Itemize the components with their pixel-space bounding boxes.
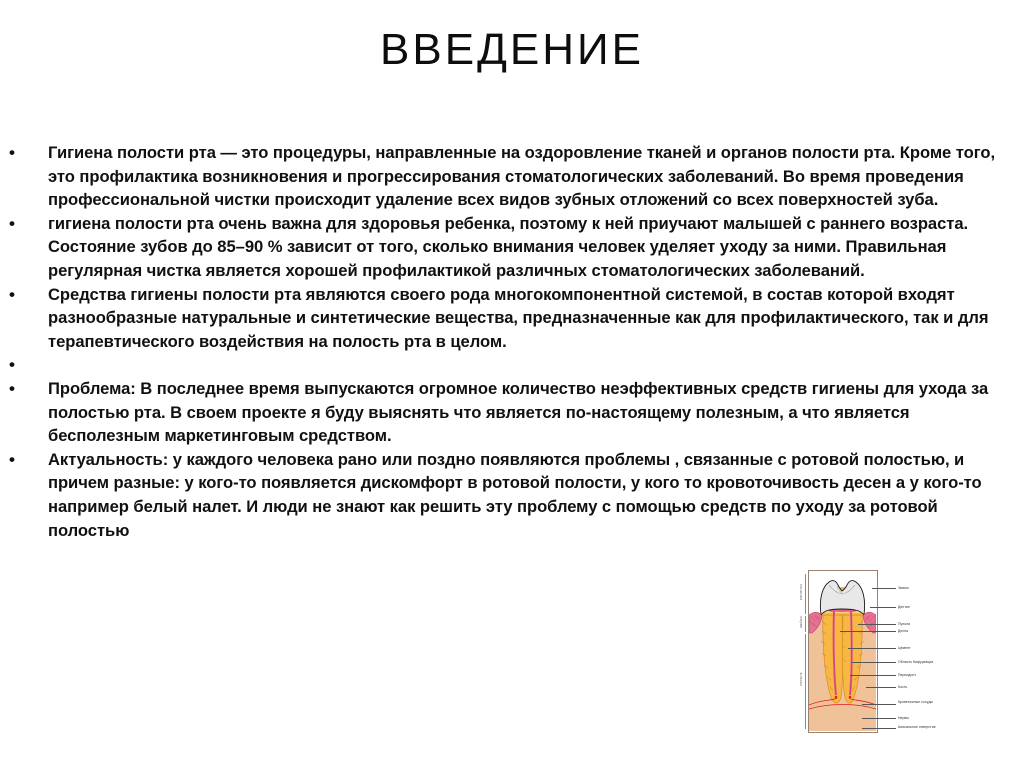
leader-line-periodontium — [850, 675, 896, 676]
bullet-marker-icon: • — [9, 378, 15, 398]
list-item-empty — [0, 353, 1024, 377]
list-item — [0, 141, 1024, 212]
callout-nerves: Нервы — [898, 716, 909, 720]
bullet-marker-icon: • — [9, 143, 15, 162]
page-title: ВВЕДЕНИЕ — [380, 25, 644, 74]
bullet-text: гигиена полости рта очень важна для здоровья ребенка, поэтому к ней приучают малышей с раннего возраста. Состояние зубов до 85–90 % зависит от того, сколько внимания человек уделяет уходу за ними. Правильная регулярная чистка является хорошей профилактикой различных стоматологических заболеваний. — [48, 213, 969, 280]
callout-apical-foramen: Апикальное отверстие — [898, 725, 936, 729]
callout-periodontium: Периодонт — [898, 673, 917, 677]
leader-line-enamel — [872, 588, 896, 589]
bullet-marker-icon: • — [9, 355, 15, 375]
callout-bifurcation: Область бифуркации — [898, 660, 934, 664]
leader-line-bone — [866, 687, 896, 688]
leader-line-dentin — [870, 607, 896, 608]
region-label-root: КОРЕНЬ — [799, 671, 803, 687]
leader-line-cementum — [848, 648, 896, 649]
callout-dentin: Дентин — [898, 605, 910, 609]
bullet-marker-icon: • — [9, 213, 15, 233]
leader-line-gum — [840, 631, 896, 632]
callout-gum: Десна — [898, 629, 909, 633]
bullet-text: Гигиена полости рта — это процедуры, направленные на оздоровление тканей и органов полости рта. Кроме того, это профилактика возникновения и прогрессирования стоматологических заболеваний. Во время проведения профессиональной чистки происходит удаление всех видов зубных отложений со всех поверхностей зуба. — [48, 143, 996, 210]
callout-pulp: Пульпа — [898, 622, 911, 626]
callout-blood-vessels: Кровеносные сосуды — [898, 700, 934, 704]
leader-line-vessels — [862, 704, 896, 705]
tooth-cross-section-svg — [809, 571, 876, 731]
bullet-list — [0, 141, 1024, 542]
leader-line-apical-foramen — [862, 728, 896, 729]
list-item — [0, 448, 1024, 542]
list-item — [0, 283, 1024, 354]
region-label-neck: ШЕЙКА — [799, 615, 803, 629]
leader-line-nerves — [862, 718, 896, 719]
tooth-illustration-frame — [808, 570, 878, 733]
leader-line-pulp — [858, 624, 896, 625]
callout-bone: Кость — [898, 685, 908, 689]
tooth-region-band — [794, 572, 808, 732]
bullet-marker-icon: • — [9, 449, 15, 469]
leader-line-bifurcation — [852, 662, 896, 663]
list-item — [0, 377, 1024, 448]
bullet-text: Проблема: В последнее время выпускаются огромное количество неэффективных средств гигиены для ухода за полостью рта. В своем проекте я буду выяснять что является по-настоящему полезным, а что является бесполезным маркетинговым средством. — [48, 378, 989, 446]
bullet-text: Актуальность: у каждого человека рано или поздно появляются проблемы , связанные с ротовой полостью, и причем разные: у кого-то появляется дискомфорт в ротовой полости, у кого то кровоточивость десен а у кого-то например белый налет. И люди не знают как решить эту проблему с помощью средств по уходу за ротовой полостью — [48, 449, 982, 540]
callout-cementum: Цемент — [898, 646, 911, 650]
callout-enamel: Эмаль — [898, 586, 909, 590]
list-item — [0, 212, 1024, 283]
tooth-callout-labels — [878, 568, 1016, 738]
region-label-crown: КОРОНКА — [799, 583, 803, 601]
tooth-anatomy-figure — [790, 568, 1018, 750]
bullet-marker-icon: • — [9, 284, 15, 304]
bullet-text: Средства гигиены полости рта являются своего рода многокомпонентной системой, в состав которой входят разнообразные натуральные и синтетические вещества, предназначенные как для профилактического, так и для терапевтического воздействия на полость рта в целом. — [48, 284, 989, 351]
